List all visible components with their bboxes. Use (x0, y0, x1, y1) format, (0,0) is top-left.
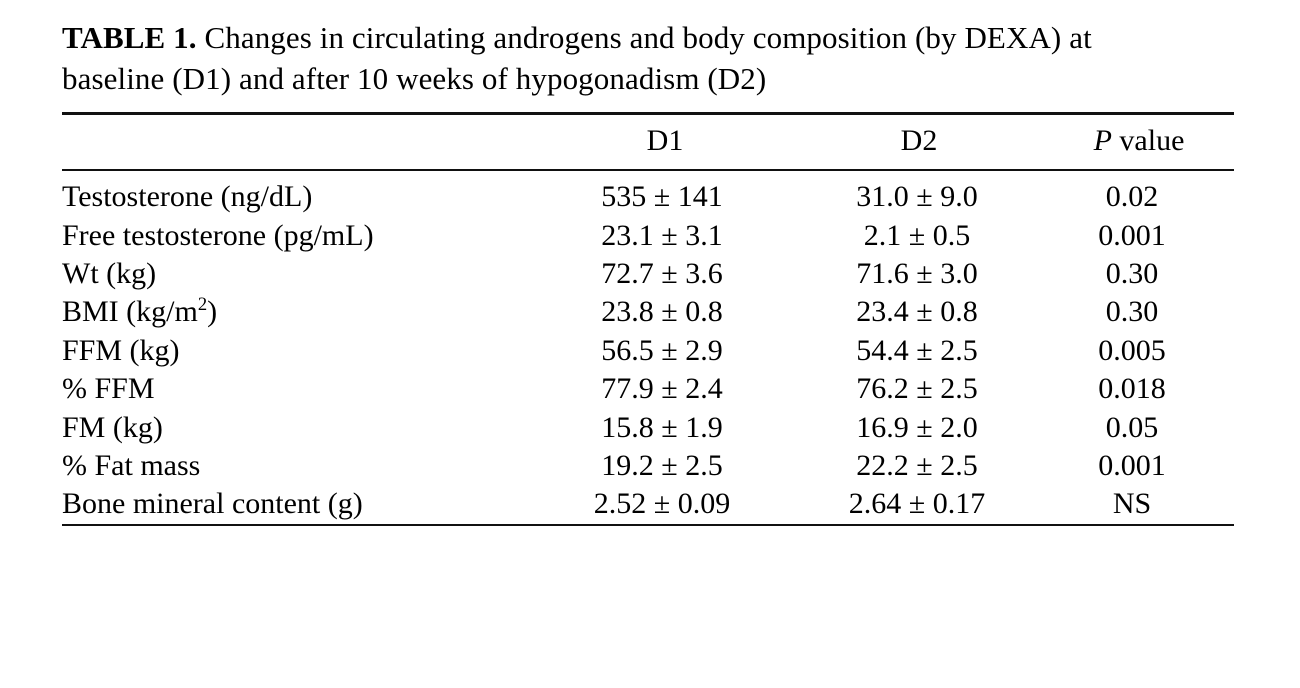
row-p: 0.30 (1105, 256, 1159, 290)
row-p: 0.30 (1105, 295, 1159, 329)
table-caption-text: Changes in circulating androgens and body composition (by DEXA) at baseline (D1) and after 10 weeks of hypogonadism (D2) (62, 20, 1092, 96)
footer-rule-cell-1 (62, 525, 536, 530)
column-header-measure (62, 113, 536, 169)
table-caption (62, 18, 1092, 100)
row-p: 0.001 (1098, 448, 1166, 482)
androgen-body-composition-table (62, 112, 1234, 530)
row-d1: 19.2 ± 2.5 (601, 448, 723, 482)
row-d2: 16.9 ± 2.0 (856, 410, 978, 444)
row-p: 0.018 (1098, 372, 1166, 406)
table-row (62, 170, 1234, 216)
row-p: 0.02 (1105, 180, 1159, 214)
row-d1: 72.7 ± 3.6 (601, 256, 723, 290)
table-row (62, 485, 1234, 524)
table-header (62, 113, 1234, 170)
table-body (62, 170, 1234, 525)
table-row (62, 332, 1234, 370)
footer-rule-cell-2 (536, 525, 794, 530)
row-p: 0.001 (1098, 218, 1166, 252)
row-p: 0.05 (1105, 410, 1159, 444)
row-label-tail: ) (207, 295, 218, 329)
row-label-base: BMI (kg/m (62, 295, 198, 329)
row-d2: 76.2 ± 2.5 (856, 372, 978, 406)
row-label: Bone mineral content (g) (62, 487, 363, 521)
column-header-p-value (1044, 113, 1234, 169)
row-d2: 31.0 ± 9.0 (856, 180, 978, 214)
table-footer-rule (62, 525, 1234, 530)
column-header-d1: D1 (536, 113, 794, 169)
table-number-label: TABLE 1. (62, 20, 197, 55)
column-header-d2: D2 (794, 113, 1044, 169)
row-label: Free testosterone (pg/mL) (62, 218, 374, 252)
row-label: % Fat mass (62, 448, 201, 482)
row-d2: 22.2 ± 2.5 (856, 448, 978, 482)
table-row (62, 370, 1234, 408)
row-label: % FFM (62, 372, 155, 406)
row-label (62, 293, 536, 331)
row-d1: 15.8 ± 1.9 (601, 410, 723, 444)
row-d1: 23.1 ± 3.1 (601, 218, 723, 252)
row-d2: 23.4 ± 0.8 (856, 295, 978, 329)
row-d2: 71.6 ± 3.0 (856, 256, 978, 290)
footer-rule-cell-4 (1044, 525, 1234, 530)
footer-rule-cell-3 (794, 525, 1044, 530)
row-p: 0.005 (1098, 333, 1166, 367)
row-d1: 535 ± 141 (601, 180, 723, 214)
p-rest: value (1111, 123, 1185, 157)
table-row (62, 409, 1234, 447)
p-italic: P (1093, 123, 1112, 157)
table-header-row (62, 113, 1234, 169)
row-d1: 77.9 ± 2.4 (601, 372, 723, 406)
row-d2: 2.1 ± 0.5 (863, 218, 971, 252)
row-d2: 2.64 ± 0.17 (848, 487, 986, 521)
row-label-superscript: 2 (197, 294, 208, 316)
row-label: FM (kg) (62, 410, 163, 444)
table-row (62, 255, 1234, 293)
row-d1: 2.52 ± 0.09 (593, 487, 731, 521)
row-label: Testosterone (ng/dL) (62, 180, 313, 214)
row-p: NS (1112, 487, 1152, 521)
row-label: FFM (kg) (62, 333, 180, 367)
row-d1: 23.8 ± 0.8 (601, 295, 723, 329)
row-d1: 56.5 ± 2.9 (601, 333, 723, 367)
table-row (62, 447, 1234, 485)
table-row (62, 217, 1234, 255)
table-row (62, 293, 1234, 331)
row-d2: 54.4 ± 2.5 (856, 333, 978, 367)
row-label: Wt (kg) (62, 256, 157, 290)
